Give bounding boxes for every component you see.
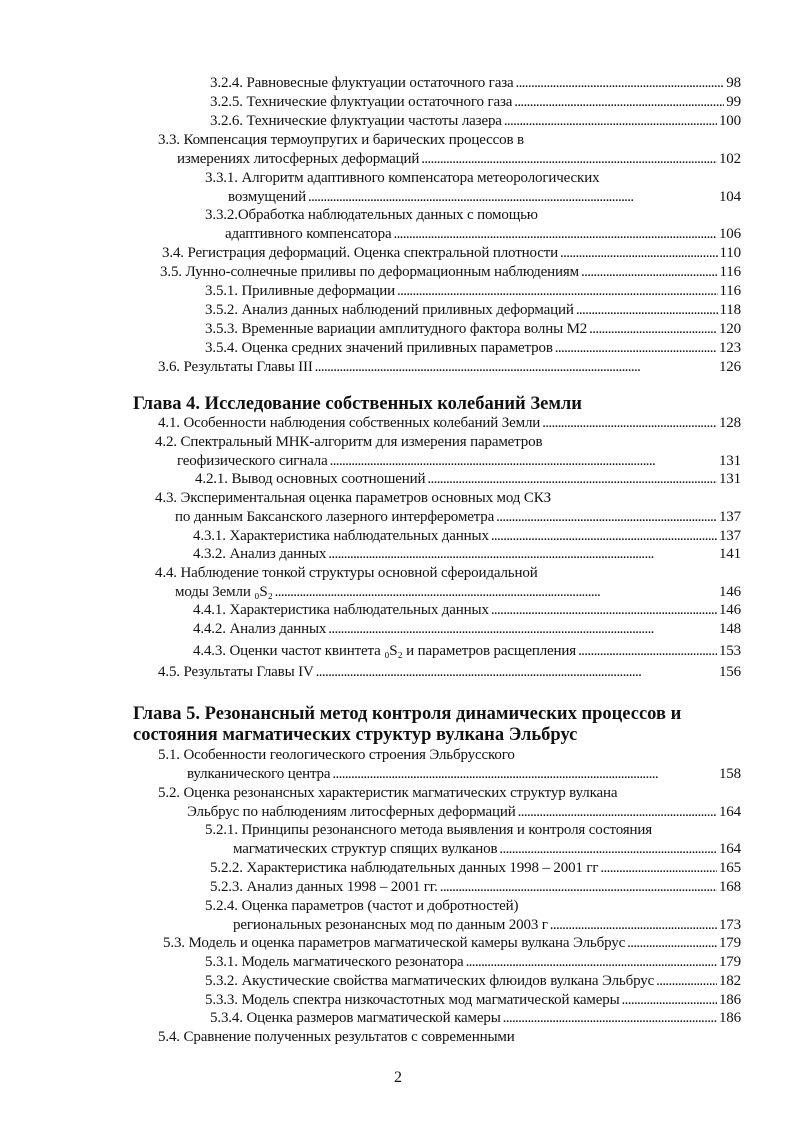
dot-leader <box>328 545 717 564</box>
dot-leader <box>332 765 717 784</box>
toc-entry-line <box>158 1028 741 1047</box>
toc-page-number: 141 <box>718 546 741 562</box>
toc-entry-title: Эльбрус по наблюдениям литосферных деформаций <box>187 804 516 820</box>
toc-entry-line <box>175 508 741 527</box>
dot-leader <box>503 1009 717 1028</box>
dot-leader <box>542 414 717 433</box>
dot-leader <box>393 225 716 244</box>
toc-entry-title: 4.3.1. Характеристика наблюдательных данных <box>193 528 489 544</box>
dot-leader <box>308 188 717 207</box>
chapter-5-heading-line1: Глава 5. Резонансный метод контроля динамических процессов и <box>133 704 682 724</box>
toc-entry-line <box>210 93 741 112</box>
toc-entry-line <box>187 765 741 784</box>
toc-entry-line <box>187 803 741 822</box>
toc-entry-line <box>210 74 741 93</box>
toc-entry-title: 4.4.2. Анализ данных <box>193 621 327 637</box>
toc-entry-title: 3.3. Компенсация термоупругих и барических процессов в <box>158 132 524 148</box>
dot-leader <box>440 878 717 897</box>
toc-page-number: 179 <box>718 954 741 970</box>
dot-leader <box>427 470 717 489</box>
toc-page-number: 100 <box>718 113 741 129</box>
toc-page-number: 165 <box>718 860 741 876</box>
toc-entry-line <box>210 112 741 131</box>
toc-entry-title: по данным Баксанского лазерного интерферометра <box>175 509 495 525</box>
toc-page-number: 153 <box>718 643 741 659</box>
dot-leader <box>515 74 724 93</box>
toc-entry-title: 3.4. Регистрация деформаций. Оценка спектральной плотности <box>162 245 559 261</box>
toc-page-number: 186 <box>718 992 741 1008</box>
toc-page-number: 99 <box>726 94 741 110</box>
toc-entry-title: 5.2.2. Характеристика наблюдательных данных 1998 – 2001 гг <box>210 860 599 876</box>
toc-entry-title: геофизического сигнала <box>177 453 328 469</box>
toc-entry-line <box>162 244 741 263</box>
toc-page-number: 146 <box>718 584 741 600</box>
toc-entry-title: 5.2. Оценка резонансных характеристик магматических структур вулкана <box>158 785 618 801</box>
toc-entry-title: 4.1. Особенности наблюдения собственных колебаний Земли <box>158 415 541 431</box>
toc-entry-title: 4.4. Наблюдение тонкой структуры основной сфероидальной <box>155 565 538 581</box>
toc-entry-title: 5.4. Сравнение полученных результатов с современными <box>158 1029 515 1045</box>
toc-page-number: 137 <box>718 528 741 544</box>
toc-page-number: 102 <box>718 151 741 167</box>
toc-entry-title: измерениях литосферных деформаций <box>177 151 420 167</box>
toc-entry-line <box>205 339 741 358</box>
toc-entry-line <box>205 897 741 916</box>
toc-entry-line <box>175 583 741 602</box>
toc-entry-title: вулканического центра <box>187 766 331 782</box>
toc-entry-line <box>205 282 741 301</box>
dot-leader <box>275 583 717 602</box>
toc-entry-title: магматических структур спящих вулканов <box>233 841 498 857</box>
toc-page-number: 131 <box>718 471 741 487</box>
toc-entry-title: 3.3.2.Обработка наблюдательных данных с помощью <box>205 207 538 223</box>
dot-leader <box>499 840 717 859</box>
toc-entry-title: 3.6. Результаты Главы III <box>158 359 313 375</box>
toc-entry-line <box>205 972 741 991</box>
toc-entry-line <box>193 642 741 661</box>
toc-page-number: 98 <box>726 75 741 91</box>
toc-entry-line <box>205 991 741 1010</box>
toc-page-number: 186 <box>718 1010 741 1026</box>
toc-entry-line <box>210 878 741 897</box>
toc-page-number: 137 <box>718 509 741 525</box>
toc-entry-title: 5.3. Модель и оценка параметров магматической камеры вулкана Эльбрус <box>163 935 626 951</box>
dot-leader <box>496 508 717 527</box>
toc-page-number: 104 <box>718 189 741 205</box>
toc-page-number: 126 <box>718 359 741 375</box>
toc-entry-title: 4.4.1. Характеристика наблюдательных данных <box>193 602 489 618</box>
dot-leader <box>421 150 717 169</box>
toc-entry-line <box>160 263 741 282</box>
toc-entry-line <box>195 470 741 489</box>
toc-entry-line <box>205 953 741 972</box>
toc-entry-line <box>158 131 741 150</box>
dot-leader <box>589 320 717 339</box>
toc-entry-title: 3.2.6. Технические флуктуации частоты лазера <box>210 113 502 129</box>
toc-page-number: 156 <box>718 664 741 680</box>
dot-leader <box>576 301 718 320</box>
toc-entry-title: 4.2.1. Вывод основных соотношений <box>195 471 426 487</box>
toc-page-number: 120 <box>718 321 741 337</box>
toc-page-number: 158 <box>718 766 741 782</box>
toc-entry-title: 3.5.2. Анализ данных наблюдений приливных деформаций <box>205 302 574 318</box>
dot-leader <box>466 953 717 972</box>
toc-page-number: 116 <box>719 264 741 280</box>
dot-leader <box>550 916 717 935</box>
toc-entry-title: 5.2.4. Оценка параметров (частот и добротностей) <box>205 898 519 914</box>
toc-page-number: 168 <box>718 879 741 895</box>
dot-leader <box>656 972 717 991</box>
toc-entry-line <box>210 859 741 878</box>
toc-entry-line <box>233 840 741 859</box>
toc-entry-line <box>193 620 741 639</box>
toc-entry-line <box>158 663 741 682</box>
dot-leader <box>518 803 717 822</box>
toc-entry-title: 4.2. Спектральный МНК-алгоритм для измерения параметров <box>155 434 543 450</box>
chapter-5-heading-line2: состояния магматических структур вулкана Эльбрус <box>133 725 578 745</box>
toc-entry-line <box>205 206 741 225</box>
dot-leader <box>315 358 717 377</box>
toc-entry-title: возмущений <box>228 189 306 205</box>
toc-entry-title: 4.3.2. Анализ данных <box>193 546 327 562</box>
dot-leader <box>328 620 717 639</box>
dot-leader <box>600 859 717 878</box>
toc-entry-title: 4.3. Экспериментальная оценка параметров основных мод СКЗ <box>155 490 551 506</box>
toc-entry-title: 5.1. Особенности геологического строения Эльбрусского <box>158 747 515 763</box>
dot-leader <box>581 263 717 282</box>
toc-page-number: 164 <box>718 804 741 820</box>
toc-entry-title: региональных резонансных мод по данным 2003 г <box>233 917 548 933</box>
toc-page-number: 131 <box>718 453 741 469</box>
toc-entry-line <box>155 489 741 508</box>
dot-leader <box>504 112 717 131</box>
page-number: 2 <box>394 1069 402 1086</box>
toc-entry-line <box>193 601 741 620</box>
toc-entry-title: 3.5.1. Приливные деформации <box>205 283 396 299</box>
toc-page-number: 173 <box>718 917 741 933</box>
toc-entry-line <box>177 452 741 471</box>
dot-leader <box>555 339 717 358</box>
toc-entry-line <box>205 301 741 320</box>
dot-leader <box>316 663 717 682</box>
toc-entry-line <box>225 225 741 244</box>
toc-page-number: 146 <box>718 602 741 618</box>
toc-page-number: 118 <box>719 302 741 318</box>
toc-entry-title: 5.3.2. Акустические свойства магматических флюидов вулкана Эльбрус <box>205 973 655 989</box>
toc-entry-title: адаптивного компенсатора <box>225 226 392 242</box>
chapter-4-heading: Глава 4. Исследование собственных колебаний Земли <box>133 394 582 414</box>
toc-entry-title: моды Земли ₀S₂ <box>175 584 273 600</box>
toc-entry-title: 4.4.3. Оценки частот квинтета ₀S₂ и параметров расщепления <box>193 643 577 659</box>
dot-leader <box>622 991 717 1010</box>
dot-leader <box>397 282 717 301</box>
toc-entry-line <box>155 433 741 452</box>
toc-page-number: 106 <box>718 226 741 242</box>
toc-entry-line <box>193 527 741 546</box>
toc-entry-title: 3.2.5. Технические флуктуации остаточного газа <box>210 94 513 110</box>
toc-page-number: 110 <box>719 245 741 261</box>
toc-page-number: 128 <box>718 415 741 431</box>
toc-page-number: 164 <box>718 841 741 857</box>
toc-entry-title: 3.5. Лунно-солнечные приливы по деформационным наблюдениям <box>160 264 580 280</box>
toc-entry-line <box>205 821 741 840</box>
dot-leader <box>578 642 717 661</box>
toc-entry-title: 3.2.4. Равновесные флуктуации остаточного газа <box>210 75 514 91</box>
toc-entry-line <box>233 916 741 935</box>
toc-entry-title: 5.3.3. Модель спектра низкочастотных мод магматической камеры <box>205 992 620 1008</box>
toc-entry-line <box>155 564 741 583</box>
toc-entry-title: 3.3.1. Алгоритм адаптивного компенсатора метеорологических <box>205 170 600 186</box>
dot-leader <box>491 601 717 620</box>
toc-entry-line <box>158 414 741 433</box>
dot-leader <box>491 527 717 546</box>
toc-entry-line <box>193 545 741 564</box>
toc-entry-title: 4.5. Результаты Главы IV <box>158 664 314 680</box>
toc-entry-title: 3.5.4. Оценка средних значений приливных параметров <box>205 340 553 356</box>
toc-entry-title: 5.2.3. Анализ данных 1998 – 2001 гг. <box>210 879 438 895</box>
dot-leader <box>514 93 724 112</box>
toc-entry-line <box>163 934 741 953</box>
toc-entry-line <box>228 188 741 207</box>
toc-entry-line <box>205 169 741 188</box>
toc-page-number: 148 <box>718 621 741 637</box>
toc-entry-title: 5.3.4. Оценка размеров магматической камеры <box>210 1010 501 1026</box>
toc-entry-line <box>158 746 741 765</box>
toc-entry-line <box>210 1009 741 1028</box>
toc-entry-line <box>158 358 741 377</box>
dot-leader <box>560 244 717 263</box>
toc-page-number: 179 <box>718 935 741 951</box>
toc-entry-line <box>177 150 741 169</box>
toc-entry-title: 5.2.1. Принципы резонансного метода выявления и контроля состояния <box>205 822 653 838</box>
toc-entry-title: 3.5.3. Временные вариации амплитудного фактора волны М2 <box>205 321 588 337</box>
dot-leader <box>627 934 717 953</box>
toc-page-number: 182 <box>718 973 741 989</box>
dot-leader <box>330 452 717 471</box>
toc-page-number: 116 <box>719 283 741 299</box>
toc-entry-line <box>205 320 741 339</box>
toc-page-number: 123 <box>718 340 741 356</box>
toc-entry-title: 5.3.1. Модель магматического резонатора <box>205 954 464 970</box>
toc-entry-line <box>158 784 741 803</box>
